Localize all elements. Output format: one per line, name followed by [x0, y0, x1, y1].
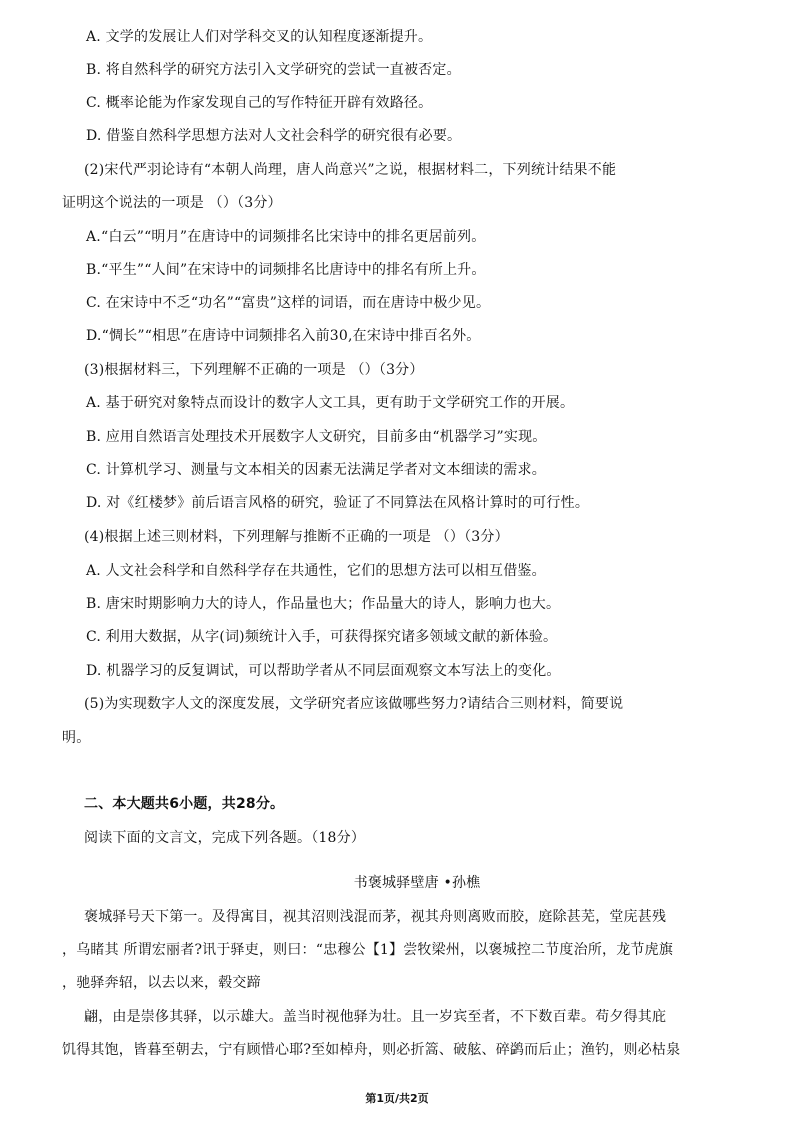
- q1-option-c: C. 概率论能为作家发现自己的写作特征开辟有效路径。: [86, 95, 433, 111]
- q3-stem: (3)根据材料三，下列理解不正确的一项是 （）（3分）: [84, 362, 424, 378]
- passage-line-2: ，乌睹其 所谓宏丽者?讯于驿吏，则曰：“忠穆公【1】尝牧梁州，以褒城控二节度治所，龙节虎旗: [62, 942, 674, 958]
- q2-option-d: D.“惆长”“相思”在唐诗中词频排名入前30,在宋诗中排百名外。: [86, 328, 481, 344]
- q2-stem-line2: 证明这个说法的一项是 （）（3分）: [62, 195, 282, 211]
- q2-option-a: A.“白云”“明月”在唐诗中的词频排名比宋诗中的排名更居前列。: [86, 229, 486, 245]
- q4-option-a: A. 人文社会科学和自然科学存在共通性，它们的思想方法可以相互借鉴。: [86, 563, 546, 579]
- q3-option-b: B. 应用自然语言处理技术开展数字人文研究，目前多由“机器学习”实现。: [86, 429, 547, 445]
- passage-line-3: ，驰驿奔轺，以去以来，毂交蹄: [62, 975, 261, 991]
- q1-option-b: B. 将自然科学的研究方法引入文学研究的尝试一直被否定。: [86, 62, 461, 78]
- passage-title: 书褒城驿壁唐 •孙樵: [353, 875, 481, 891]
- q2-option-c: C. 在宋诗中不乏“功名”“富贵”这样的词语，而在唐诗中极少见。: [86, 295, 491, 311]
- q4-option-c: C. 利用大数据，从字(词)频统计入手，可获得探究诸多领域文献的新体验。: [86, 629, 558, 645]
- passage-line-4: 翩，由是崇侈其驿，以示雄大。盖当时视他驿为壮。且一岁宾至者，不下数百辈。苟夕得其庇: [84, 1009, 667, 1025]
- q2-stem-line1: (2)宋代严羽论诗有“本朝人尚理，唐人尚意兴”之说，根据材料二，下列统计结果不能: [84, 162, 617, 178]
- q3-option-d: D. 对《红楼梦》前后语言风格的研究，验证了不同算法在风格计算时的可行性。: [86, 495, 590, 511]
- q3-option-a: A. 基于研究对象特点而设计的数字人文工具，更有助于文学研究工作的开展。: [86, 395, 575, 411]
- passage-line-5: 饥得其饱，皆暮至朝去，宁有顾惜心耶?至如棹舟，则必折篙、破舷、碎鹢而后止；渔钓，则必枯泉: [62, 1042, 681, 1058]
- passage-line-1: 褒城驿号天下第一。及得寓目，视其沼则浅混而茅，视其舟则离败而胶，庭除甚芜，堂庑甚残: [84, 909, 667, 925]
- q1-option-d: D. 借鉴自然科学思想方法对人文社会科学的研究很有必要。: [86, 128, 462, 144]
- q4-stem: (4)根据上述三则材料，下列理解与推断不正确的一项是 （）（3分）: [84, 529, 509, 545]
- q5-line1: (5)为实现数字人文的深度发展，文学研究者应该做哪些努力?请结合三则材料，简要说: [84, 696, 624, 712]
- q3-option-c: C. 计算机学习、测量与文本相关的因素无法满足学者对文本细读的需求。: [86, 462, 546, 478]
- q5-line2: 明。: [62, 730, 91, 746]
- section-instruction: 阅读下面的文言文，完成下列各题。（18分）: [84, 830, 366, 846]
- page-footer: 第1页/共2页: [365, 1092, 429, 1105]
- q1-option-a: A. 文学的发展让人们对学科交叉的认知程度逐渐提升。: [86, 29, 433, 45]
- q4-option-d: D. 机器学习的反复调试，可以帮助学者从不同层面观察文本写法上的变化。: [86, 663, 561, 679]
- q2-option-b: B.“平生”“人间”在宋诗中的词频排名比唐诗中的排名有所上升。: [86, 262, 486, 278]
- q4-option-b: B. 唐宋时期影响力大的诗人，作品量也大；作品量大的诗人，影响力也大。: [86, 596, 561, 612]
- section-heading: 二、本大题共6小题，共28分。: [84, 796, 285, 812]
